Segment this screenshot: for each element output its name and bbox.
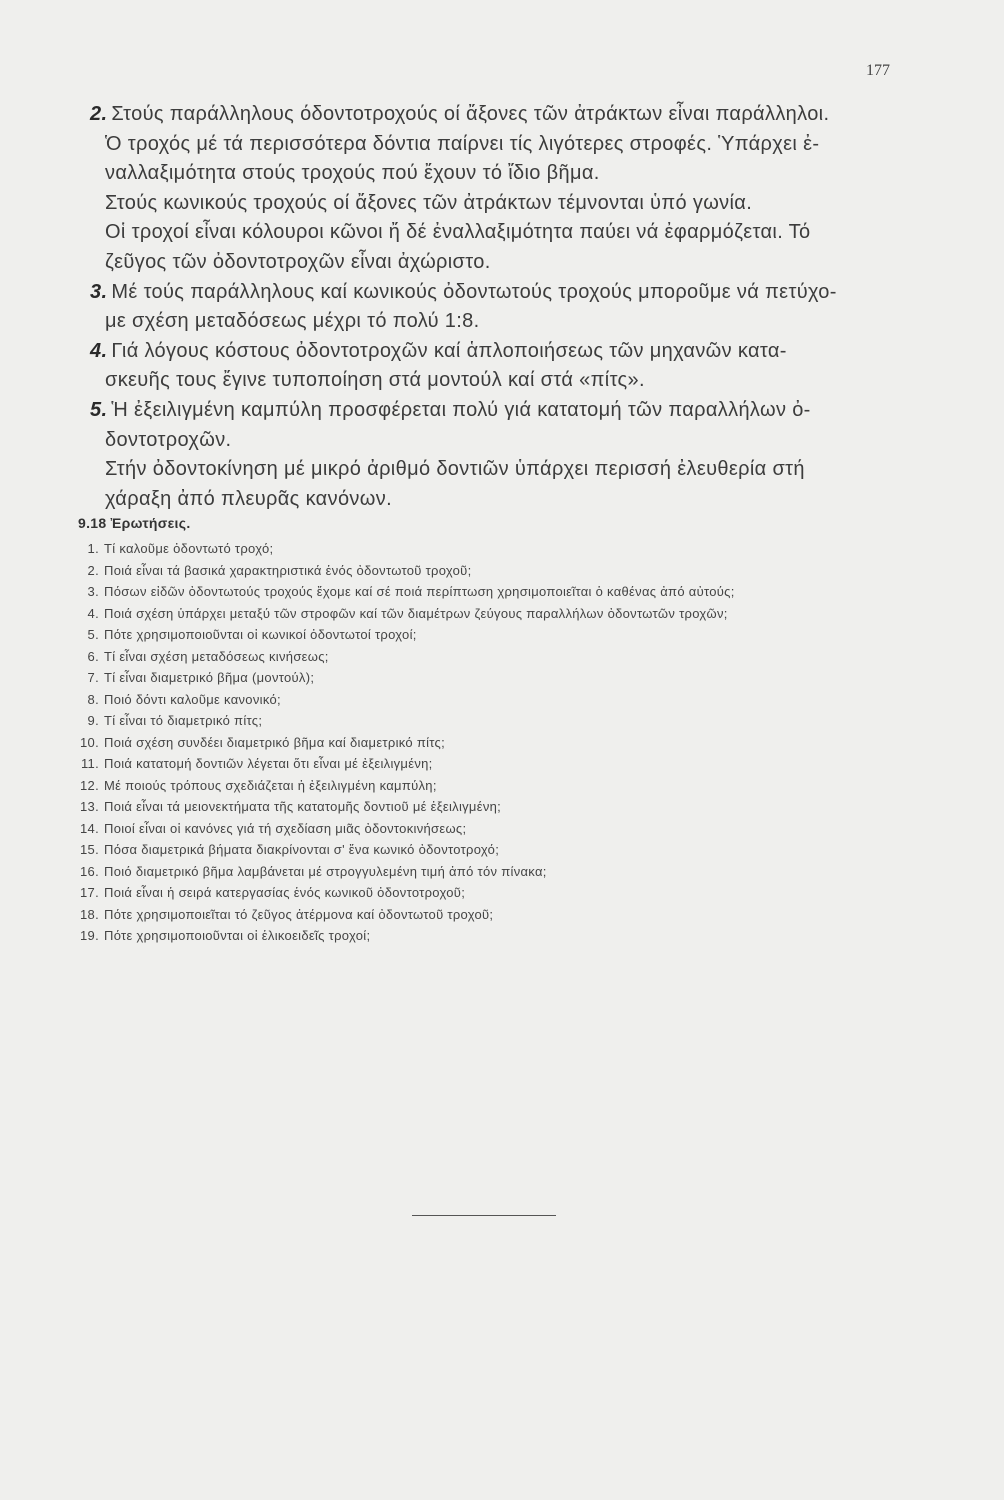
question-text: Πότε χρησιμοποιεῖται τό ζεῦγος ἀτέρμονα καί ὀδοντωτοῦ τροχοῦ;	[104, 906, 494, 922]
summary-paragraph-5	[90, 396, 910, 514]
question-item	[78, 753, 908, 775]
question-item	[78, 796, 908, 818]
question-text: Τί εἶναι διαμετρικό βῆμα (μοντούλ);	[104, 670, 315, 685]
question-number: 19.	[80, 928, 99, 943]
text-line: Ὁ τροχός μέ τά περισσότερα δόντια παίρνει τίς λιγότερες στροφές. Ὑπάρχει ἐ-	[105, 132, 820, 155]
question-item	[78, 925, 908, 947]
question-number: 2.	[87, 562, 99, 578]
page-number: 177	[866, 62, 890, 79]
questions-heading: 9.18 Ἐρωτήσεις.	[78, 515, 191, 531]
question-number: 15.	[80, 842, 99, 857]
question-item	[78, 710, 908, 732]
separator-line	[412, 1215, 556, 1216]
text-line: Οἱ τροχοί εἶναι κόλουροι κῶνοι ἤ δέ ἐναλλαξιμότητα παύει νά ἐφαρμόζεται. Τό	[105, 221, 811, 244]
question-number: 4.	[87, 605, 99, 621]
question-item	[78, 667, 908, 689]
question-item	[78, 603, 908, 625]
question-item	[78, 775, 908, 797]
question-text: Ποιό δόντι καλοῦμε κανονικό;	[104, 691, 281, 707]
question-text: Ποιά εἶναι τά μειονεκτήματα τῆς κατατομῆς δοντιοῦ μέ ἐξειλιγμένη;	[104, 799, 502, 814]
text-line: με σχέση μεταδόσεως μέχρι τό πολύ 1:8.	[105, 310, 480, 333]
question-text: Τί εἶναι τό διαμετρικό πίτς;	[104, 713, 263, 728]
question-text: Ποιά εἶναι τά βασικά χαρακτηριστικά ἑνός ὀδοντωτοῦ τροχοῦ;	[104, 562, 472, 578]
text-line: σκευῆς τους ἔγινε τυποποίηση στά μοντούλ καί στά «πίτς».	[105, 369, 645, 392]
question-number: 6.	[87, 648, 99, 664]
question-number: 18.	[80, 906, 99, 922]
question-text: Ποιά σχέση συνδέει διαμετρικό βῆμα καί διαμετρικό πίτς;	[104, 734, 446, 750]
question-item	[78, 538, 908, 560]
question-item	[78, 861, 908, 883]
text-line: ναλλαξιμότητα στούς τροχούς πού ἔχουν τό ἴδιο βῆμα.	[105, 162, 600, 185]
summary-paragraph-2	[90, 100, 910, 278]
question-text: Πότε χρησιμοποιοῦνται οἱ ἑλικοειδεῖς τροχοί;	[104, 928, 371, 943]
question-number: 9.	[87, 713, 99, 728]
questions-section	[78, 515, 908, 947]
paragraph-number: 2.	[90, 103, 108, 125]
question-number: 10.	[80, 734, 99, 750]
question-item	[78, 646, 908, 668]
question-number: 8.	[87, 691, 99, 707]
question-text: Τί εἶναι σχέση μεταδόσεως κινήσεως;	[104, 648, 329, 664]
question-item	[78, 624, 908, 646]
question-item	[78, 818, 908, 840]
question-number: 12.	[80, 777, 99, 793]
text-line: Στήν ὀδοντοκίνηση μέ μικρό ἀριθμό δοντιῶν ὑπάρχει περισσή ἐλευθερία στή	[105, 458, 805, 481]
question-item	[78, 904, 908, 926]
paragraph-number: 5.	[90, 398, 108, 421]
question-text: Πότε χρησιμοποιοῦνται οἱ κωνικοί ὀδοντωτοί τροχοί;	[104, 627, 417, 642]
question-text: Ποιά σχέση ὑπάρχει μεταξύ τῶν στροφῶν καί τῶν διαμέτρων ζεύγους παραλλήλων ὀδοντωτῶν τροχῶν;	[104, 605, 728, 621]
paragraph-number: 4.	[90, 339, 108, 362]
question-number: 7.	[87, 670, 99, 685]
question-number: 3.	[87, 584, 99, 599]
question-item	[78, 882, 908, 904]
question-number: 1.	[87, 541, 99, 556]
summary-section	[90, 100, 910, 514]
question-item	[78, 689, 908, 711]
text-line: ζεῦγος τῶν ὀδοντοτροχῶν εἶναι ἀχώριστο.	[105, 250, 491, 273]
question-number: 16.	[80, 863, 99, 879]
question-text: Ποιό διαμετρικό βῆμα λαμβάνεται μέ στρογγυλεμένη τιμή ἀπό τόν πίνακα;	[104, 863, 547, 879]
text-line: χάραξη ἀπό πλευρᾶς κανόνων.	[105, 487, 392, 510]
question-number: 17.	[80, 885, 99, 900]
question-text: Πόσων εἰδῶν ὀδοντωτούς τροχούς ἔχομε καί σέ ποιά περίπτωση χρησιμοποιεῖται ὁ καθένας ἀπό αὐτούς;	[104, 584, 735, 599]
text-line: δοντοτροχῶν.	[105, 428, 232, 451]
question-number: 14.	[80, 820, 99, 836]
question-text: Ποιά κατατομή δοντιῶν λέγεται ὅτι εἶναι μέ ἐξειλιγμένη;	[104, 756, 433, 771]
text-line: Στούς παράλληλους όδοντοτροχούς οί ἄξονες τῶν ἀτράκτων εἶναι παράλληλοι.	[111, 103, 830, 125]
questions-list	[78, 538, 908, 947]
summary-paragraph-4	[90, 337, 910, 396]
text-line: Μέ τούς παράλληλους καί κωνικούς ὀδοντωτούς τροχούς μποροῦμε νά πετύχο-	[111, 280, 837, 303]
question-item	[78, 560, 908, 582]
question-text: Τί καλοῦμε ὀδοντωτό τροχό;	[104, 541, 274, 556]
summary-paragraph-3	[90, 278, 910, 337]
question-text: Ποιά εἶναι ἡ σειρά κατεργασίας ἑνός κωνικοῦ ὀδοντοτροχοῦ;	[104, 885, 466, 900]
question-item	[78, 732, 908, 754]
question-text: Ποιοί εἶναι οἱ κανόνες γιά τή σχεδίαση μιᾶς ὀδοντοκινήσεως;	[104, 820, 467, 836]
question-number: 11.	[80, 756, 99, 771]
question-text: Πόσα διαμετρικά βήματα διακρίνονται σ' ἕνα κωνικό ὀδοντοτροχό;	[104, 842, 500, 857]
paragraph-number: 3.	[90, 280, 108, 303]
text-line: Στούς κωνικούς τροχούς οί ἄξονες τῶν ἀτράκτων τέμνονται ὑπό γωνία.	[105, 191, 753, 214]
question-item	[78, 581, 908, 603]
question-number: 13.	[80, 799, 99, 814]
text-line: Ἡ ἐξειλιγμένη καμπύλη προσφέρεται πολύ γιά κατατομή τῶν παραλλήλων ὀ-	[111, 398, 811, 421]
question-number: 5.	[87, 627, 99, 642]
question-item	[78, 839, 908, 861]
text-line: Γιά λόγους κόστους ὀδοντοτροχῶν καί ἁπλοποιήσεως τῶν μηχανῶν κατα-	[111, 339, 787, 362]
question-text: Μέ ποιούς τρόπους σχεδιάζεται ἡ ἐξειλιγμένη καμπύλη;	[104, 777, 437, 793]
